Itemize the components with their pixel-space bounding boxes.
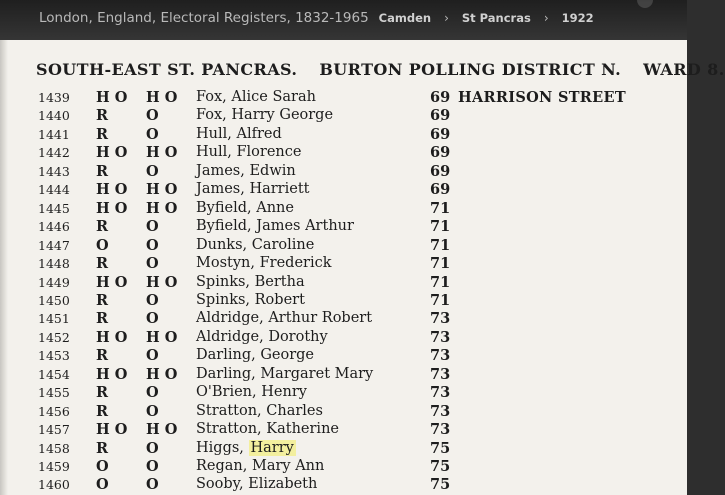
breadcrumb-year-link[interactable]: 1922 <box>561 11 594 25</box>
header-area: SOUTH-EAST ST. PANCRAS. <box>36 60 298 79</box>
elector-name <box>196 292 305 308</box>
house-number: 75 <box>430 476 451 494</box>
elector-surname: Aldridge, <box>196 328 264 345</box>
elector-surname: Byfield, <box>196 218 252 235</box>
elector-number: 1440 <box>38 108 70 124</box>
house-number: 71 <box>430 199 451 217</box>
elector-given-names: Elizabeth <box>248 476 318 493</box>
elector-number: 1447 <box>38 237 70 253</box>
qualification-code-2: O <box>146 218 159 236</box>
menu-icon[interactable] <box>637 0 653 8</box>
register-entry-row <box>0 440 687 458</box>
house-number: 75 <box>430 458 451 475</box>
register-entry-row <box>0 329 687 347</box>
elector-given-names: Henry <box>261 384 307 401</box>
street-name: HARRISON STREET <box>458 89 626 106</box>
elector-given-names: James Arthur <box>256 218 354 235</box>
elector-name <box>196 107 333 123</box>
house-number: 69 <box>430 125 451 143</box>
register-entry-row <box>0 107 687 125</box>
elector-surname: Dunks, <box>196 236 248 253</box>
qualification-code: O <box>96 476 109 494</box>
elector-given-names: George <box>260 347 315 364</box>
elector-number: 1451 <box>38 311 70 327</box>
qualification-code-2: O <box>146 236 159 254</box>
qualification-code: R <box>96 439 109 457</box>
qualification-code-2: O <box>146 255 159 273</box>
register-entry-row <box>0 292 687 310</box>
register-entry-row <box>0 255 687 273</box>
header-ward: WARD 8. <box>643 60 725 79</box>
elector-name <box>196 476 317 492</box>
register-entry-row <box>0 218 687 236</box>
elector-name <box>196 440 296 456</box>
elector-surname: Stratton, <box>196 421 262 438</box>
qualification-code-2: O <box>146 162 159 180</box>
elector-surname: Byfield, <box>196 199 252 216</box>
register-entry-row <box>0 347 687 365</box>
house-number: 73 <box>430 347 451 365</box>
elector-name <box>196 181 309 197</box>
house-number: 71 <box>430 291 451 309</box>
house-number: 73 <box>430 421 451 439</box>
qualification-code-2: H O <box>146 89 178 106</box>
elector-given-names: Alice Sarah <box>231 89 316 105</box>
elector-given-names: Caroline <box>251 236 315 253</box>
register-entry-row <box>0 476 687 494</box>
house-number: 73 <box>430 384 451 402</box>
qualification-code: R <box>96 384 109 402</box>
elector-name <box>196 255 332 271</box>
house-number: 71 <box>430 273 451 291</box>
elector-number: 1448 <box>38 256 70 272</box>
elector-number: 1453 <box>38 348 70 364</box>
header-polling-district: BURTON POLLING DISTRICT N. <box>319 60 622 79</box>
elector-number: 1457 <box>38 422 70 438</box>
elector-surname: Mostyn, <box>196 255 255 272</box>
elector-name <box>196 126 282 142</box>
elector-number: 1454 <box>38 366 70 382</box>
elector-surname: Hull, <box>196 144 232 161</box>
register-header <box>36 60 725 79</box>
qualification-code-2: O <box>146 476 159 494</box>
elector-name <box>196 403 323 419</box>
house-number: 73 <box>430 310 451 328</box>
qualification-code-2: O <box>146 347 159 365</box>
elector-name <box>196 421 339 437</box>
elector-given-names: Dorothy <box>268 328 328 345</box>
qualification-code: H O <box>96 89 128 106</box>
elector-name <box>196 347 314 363</box>
house-number: 73 <box>430 328 451 346</box>
elector-given-names: Mary Ann <box>251 458 325 474</box>
chevron-right-icon: › <box>543 11 549 25</box>
elector-number: 1455 <box>38 385 70 401</box>
elector-name <box>196 384 307 400</box>
elector-surname: Darling, <box>196 365 256 382</box>
elector-surname: Fox, <box>196 89 227 105</box>
elector-given-names: Robert <box>254 291 305 308</box>
house-number: 75 <box>430 439 451 457</box>
elector-given-names: Florence <box>236 144 302 161</box>
elector-surname: James, <box>196 162 245 179</box>
register-entry-row <box>0 274 687 292</box>
elector-name <box>196 329 328 345</box>
house-number: 69 <box>430 162 451 180</box>
register-entry-row <box>0 384 687 402</box>
qualification-code-2: O <box>146 439 159 457</box>
qualification-code-2: H O <box>146 273 178 291</box>
house-number: 69 <box>430 89 451 106</box>
elector-name <box>196 237 314 253</box>
qualification-code-2: H O <box>146 328 178 346</box>
elector-number: 1442 <box>38 145 70 161</box>
house-number: 69 <box>430 181 451 199</box>
qualification-code-2: O <box>146 384 159 402</box>
elector-given-names: Bertha <box>254 273 305 290</box>
breadcrumb-database-link[interactable]: London, England, Electoral Registers, 1832-1965 <box>39 10 369 26</box>
house-number: 73 <box>430 402 451 420</box>
elector-number: 1452 <box>38 329 70 345</box>
qualification-code-2: H O <box>146 144 178 162</box>
qualification-code: R <box>96 291 109 309</box>
elector-surname: Sooby, <box>196 476 244 493</box>
elector-name <box>196 163 296 179</box>
house-number: 71 <box>430 236 451 254</box>
qualification-code-2: O <box>146 310 159 328</box>
elector-surname: Darling, <box>196 347 256 364</box>
qualification-code: H O <box>96 328 128 346</box>
qualification-code-2: H O <box>146 181 178 199</box>
qualification-code: H O <box>96 421 128 439</box>
elector-number: 1444 <box>38 182 70 198</box>
elector-given-names: Anne <box>256 199 294 216</box>
elector-surname: Fox, <box>196 107 227 124</box>
elector-given-names: Harry George <box>231 107 334 124</box>
house-number: 71 <box>430 218 451 236</box>
qualification-code: R <box>96 347 109 365</box>
elector-number: 1450 <box>38 292 70 308</box>
qualification-code: R <box>96 310 109 328</box>
elector-number: 1439 <box>38 90 70 105</box>
qualification-code: H O <box>96 199 128 217</box>
elector-surname: Hull, <box>196 125 232 142</box>
elector-surname: Spinks, <box>196 273 251 290</box>
elector-surname: James, <box>196 181 245 198</box>
elector-given-names: Alfred <box>236 125 282 142</box>
elector-surname: Higgs, <box>196 439 244 456</box>
qualification-code: R <box>96 402 109 420</box>
search-match-highlight: Harry <box>250 439 294 456</box>
elector-name <box>196 218 354 234</box>
elector-given-names: Katherine <box>266 421 339 438</box>
elector-given-names: Edwin <box>249 162 296 179</box>
qualification-code-2: O <box>146 458 159 475</box>
elector-number: 1443 <box>38 163 70 179</box>
qualification-code: O <box>96 236 109 254</box>
elector-number: 1460 <box>38 477 70 493</box>
register-entry-row <box>0 200 687 218</box>
qualification-code: R <box>96 162 109 180</box>
elector-surname: Aldridge, <box>196 310 264 327</box>
elector-given-names: Margaret Mary <box>260 365 374 382</box>
elector-surname: Stratton, <box>196 402 262 419</box>
elector-surname: Spinks, <box>196 291 251 308</box>
qualification-code: R <box>96 125 109 143</box>
qualification-code: R <box>96 218 109 236</box>
house-number: 69 <box>430 144 451 162</box>
qualification-code: H O <box>96 181 128 199</box>
register-entry-row <box>0 403 687 421</box>
chevron-right-icon: › <box>444 11 449 25</box>
elector-name <box>196 200 294 216</box>
elector-given-names: Harriett <box>249 181 310 198</box>
qualification-code: H O <box>96 365 128 383</box>
qualification-code-2: H O <box>146 199 178 217</box>
breadcrumb <box>39 10 594 26</box>
register-entry-row <box>0 310 687 328</box>
elector-number: 1446 <box>38 219 70 235</box>
qualification-code-2: O <box>146 125 159 143</box>
elector-given-names: Arthur Robert <box>268 310 373 327</box>
qualification-code-2: O <box>146 107 159 125</box>
qualification-code-2: O <box>146 291 159 309</box>
house-number: 71 <box>430 255 451 273</box>
elector-number: 1459 <box>38 459 70 474</box>
register-entry-row <box>0 366 687 384</box>
elector-name <box>196 366 373 382</box>
register-entry-row <box>0 458 687 476</box>
qualification-code: R <box>96 255 109 273</box>
qualification-code-2: H O <box>146 365 178 383</box>
elector-number: 1449 <box>38 274 70 290</box>
elector-number: 1456 <box>38 403 70 419</box>
elector-given-names: Frederick <box>259 255 332 272</box>
qualification-code: H O <box>96 273 128 291</box>
qualification-code: R <box>96 107 109 125</box>
qualification-code: O <box>96 458 109 475</box>
breadcrumb-district-link[interactable]: St Pancras <box>461 11 531 25</box>
register-entry-row <box>0 163 687 181</box>
elector-number: 1441 <box>38 126 70 142</box>
house-number: 73 <box>430 365 451 383</box>
elector-given-names: Charles <box>266 402 323 419</box>
house-number: 69 <box>430 107 451 125</box>
elector-name <box>196 89 316 105</box>
register-entry-row <box>0 89 687 107</box>
elector-number: 1445 <box>38 200 70 216</box>
register-page-image <box>0 35 725 495</box>
elector-name <box>196 274 305 290</box>
qualification-code-2: H O <box>146 421 178 439</box>
register-entry-row <box>0 237 687 255</box>
elector-name <box>196 310 372 326</box>
qualification-code: H O <box>96 144 128 162</box>
register-entry-row <box>0 421 687 439</box>
elector-surname: Regan, <box>196 458 248 474</box>
elector-name <box>196 144 301 160</box>
elector-surname: O'Brien, <box>196 384 257 401</box>
register-entry-row <box>0 126 687 144</box>
viewer-header <box>0 0 687 40</box>
breadcrumb-borough-link[interactable]: Camden <box>378 11 432 25</box>
elector-name <box>196 458 324 474</box>
qualification-code-2: O <box>146 402 159 420</box>
elector-number: 1458 <box>38 440 70 456</box>
register-entry-row <box>0 181 687 199</box>
register-entry-row <box>0 144 687 162</box>
